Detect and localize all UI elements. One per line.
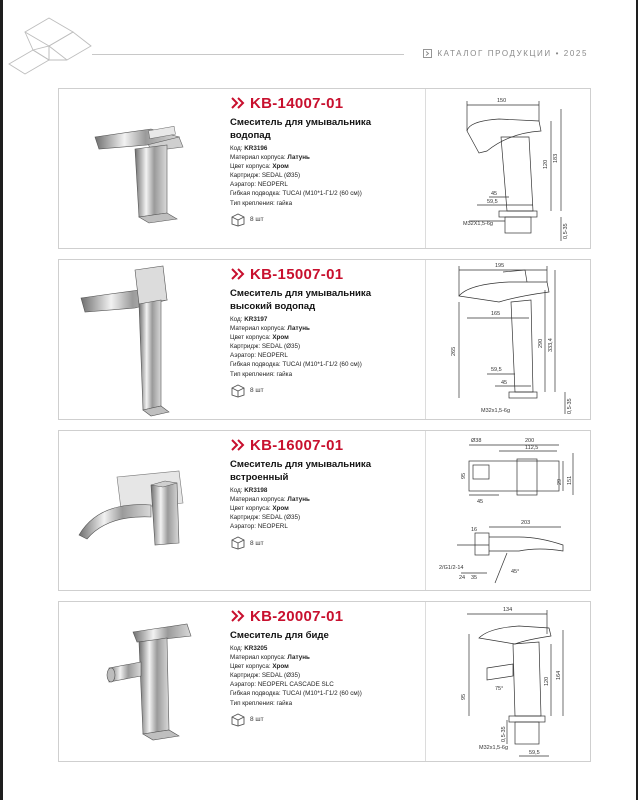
spec-value: Латунь xyxy=(287,496,310,504)
spec-label: Материал корпуса: xyxy=(230,154,288,162)
spec-value: Латунь xyxy=(287,325,310,333)
spec-value: KR3205 xyxy=(244,645,268,652)
dim-label: 120 xyxy=(543,159,549,169)
spec-line xyxy=(230,144,420,153)
spec-line xyxy=(230,504,420,513)
spec-line xyxy=(230,671,420,680)
box-icon xyxy=(230,713,246,727)
dim-label: 45 xyxy=(501,380,508,386)
technical-drawing-2 xyxy=(429,262,589,417)
pack-quantity: 8 шт xyxy=(250,216,264,224)
product-title xyxy=(230,287,420,313)
spec-value: NEOPERL xyxy=(257,523,288,531)
product-title xyxy=(230,629,420,642)
product-info-1 xyxy=(230,94,420,227)
product-title-line-1: Смеситель для биде xyxy=(230,630,329,641)
dim-label: 134 xyxy=(503,607,513,613)
spec-value: Хром xyxy=(272,334,289,342)
spec-line xyxy=(230,342,420,351)
product-photo-4 xyxy=(59,602,219,761)
spec-line xyxy=(230,370,420,379)
product-photo-2 xyxy=(59,260,219,419)
spec-value: TUCAI (M10*1-Г1/2 (60 см)) xyxy=(282,190,362,198)
dim-label: 0,5-35 xyxy=(567,398,573,414)
pack-quantity: 8 шт xyxy=(250,387,264,395)
dimension-drawing-3 xyxy=(429,433,589,588)
dim-label: 164 xyxy=(556,670,562,680)
box-icon xyxy=(230,536,246,550)
dim-label: 265 xyxy=(451,346,457,356)
dim-label: M32X1,5-6g xyxy=(463,221,493,227)
product-model: KB-14007-01 xyxy=(250,94,344,112)
dim-label: 120 xyxy=(544,676,550,686)
dim-label: 203 xyxy=(521,520,531,526)
spec-label: Тип крепления: xyxy=(230,370,277,378)
dim-label: 16 xyxy=(471,527,478,533)
dim-label: M32x1,5-6g xyxy=(481,408,511,414)
dim-label: 333,4 xyxy=(548,338,554,352)
dim-label: 183 xyxy=(553,153,559,163)
spec-value: Хром xyxy=(272,163,289,171)
spec-line xyxy=(230,513,420,522)
box-icon xyxy=(230,384,246,398)
spec-value: SEDAL (Ø35) xyxy=(261,514,301,522)
dim-label: 59,5 xyxy=(487,199,498,205)
spec-line xyxy=(230,324,420,333)
spec-value: Латунь xyxy=(287,154,310,162)
product-title-line-2: водопад xyxy=(230,130,271,141)
dim-label: 112,5 xyxy=(525,445,539,451)
product-card-3 xyxy=(58,430,591,591)
dim-label: 59,5 xyxy=(529,750,540,756)
dimension-drawing-4 xyxy=(429,604,589,759)
pack-info xyxy=(230,536,420,550)
dim-label: 0,5-35 xyxy=(563,223,569,239)
catalog-header xyxy=(423,49,588,58)
pack-quantity: 8 шт xyxy=(250,539,264,547)
spec-line xyxy=(230,522,420,531)
spec-value: гайка xyxy=(276,199,293,207)
spec-line xyxy=(230,653,420,662)
spec-line xyxy=(230,360,420,369)
faucet-image-1 xyxy=(59,89,219,248)
dim-label: 95 xyxy=(461,693,467,700)
product-photo-1 xyxy=(59,89,219,248)
spec-label: Цвет корпуса: xyxy=(230,163,273,171)
spec-line xyxy=(230,199,420,208)
spec-label: Материал корпуса: xyxy=(230,496,288,504)
spec-value: NEOPERL xyxy=(257,352,288,360)
spec-value: Латунь xyxy=(287,654,310,662)
spec-line xyxy=(230,644,420,653)
double-chevron-icon xyxy=(230,268,246,280)
catalog-label: КАТАЛОГ ПРОДУКЦИИ • 2025 xyxy=(437,49,588,58)
product-card-4 xyxy=(58,601,591,762)
dim-label: 59,5 xyxy=(491,367,502,373)
dimension-drawing-2 xyxy=(429,262,589,417)
spec-label: Гибкая подводка: xyxy=(230,190,283,198)
pack-quantity: 8 шт xyxy=(250,716,264,724)
spec-line xyxy=(230,680,420,689)
spec-label: Аэратор: xyxy=(230,681,258,689)
technical-drawing-1 xyxy=(429,91,589,246)
brand-logo xyxy=(5,12,97,84)
dim-label: 45° xyxy=(511,569,520,575)
faucet-image-4 xyxy=(59,602,219,761)
dim-label: 75° xyxy=(495,686,504,692)
product-title xyxy=(230,458,420,484)
product-title-line-1: Смеситель для умывальника xyxy=(230,288,372,299)
spec-line xyxy=(230,495,420,504)
spec-label: Аэратор: xyxy=(230,181,258,189)
double-chevron-icon xyxy=(230,439,246,451)
dim-label: 2/G1/2-14 xyxy=(439,565,464,571)
catalog-mark-icon xyxy=(423,49,432,58)
spec-label: Цвет корпуса: xyxy=(230,505,273,513)
spec-line xyxy=(230,315,420,324)
spec-label: Цвет корпуса: xyxy=(230,334,273,342)
spec-list xyxy=(230,486,420,531)
card-divider xyxy=(425,89,426,248)
dim-label: 200 xyxy=(525,438,535,444)
dim-label: 29 xyxy=(557,478,563,485)
spec-line xyxy=(230,162,420,171)
card-divider xyxy=(425,260,426,419)
dimension-drawing-1 xyxy=(429,91,589,246)
product-model: KB-20007-01 xyxy=(250,607,344,625)
spec-line xyxy=(230,171,420,180)
product-title-line-2: встроенный xyxy=(230,472,289,483)
spec-label: Код: xyxy=(230,316,245,323)
spec-line xyxy=(230,351,420,360)
spec-value: гайка xyxy=(276,699,293,707)
spec-label: Тип крепления: xyxy=(230,699,277,707)
spec-value: SEDAL (Ø35) xyxy=(261,672,301,680)
technical-drawing-4 xyxy=(429,604,589,759)
spec-line xyxy=(230,689,420,698)
dim-label: 0,5-35 xyxy=(501,726,507,742)
card-divider xyxy=(425,431,426,590)
technical-drawing-3 xyxy=(429,433,589,588)
faucet-image-2 xyxy=(59,260,219,419)
dim-label: 151 xyxy=(567,475,573,485)
spec-line xyxy=(230,486,420,495)
box-icon xyxy=(230,213,246,227)
pack-info xyxy=(230,713,420,727)
dim-label: 45 xyxy=(491,191,498,197)
product-title-line-2: высокий водопад xyxy=(230,301,316,312)
dim-label: 95 xyxy=(461,472,467,479)
spec-line xyxy=(230,699,420,708)
spec-label: Картридж: xyxy=(230,172,262,180)
spec-label: Тип крепления: xyxy=(230,199,277,207)
spec-label: Картридж: xyxy=(230,672,262,680)
spec-value: KR3198 xyxy=(244,487,268,494)
spec-value: TUCAI (M10*1-Г1/2 (60 см)) xyxy=(282,361,362,369)
spec-line xyxy=(230,180,420,189)
product-info-2 xyxy=(230,265,420,398)
card-divider xyxy=(425,602,426,761)
double-chevron-icon xyxy=(230,610,246,622)
product-title-line-1: Смеситель для умывальника xyxy=(230,117,372,128)
spec-value: NEOPERL CASCADE SLC xyxy=(257,681,334,689)
product-model: KB-16007-01 xyxy=(250,436,344,454)
product-title-line-1: Смеситель для умывальника xyxy=(230,459,372,470)
spec-label: Картридж: xyxy=(230,514,262,522)
spec-label: Код: xyxy=(230,487,245,494)
spec-value: SEDAL (Ø35) xyxy=(261,343,301,351)
dim-label: 195 xyxy=(495,263,505,269)
spec-label: Материал корпуса: xyxy=(230,654,288,662)
spec-value: SEDAL (Ø35) xyxy=(261,172,301,180)
spec-label: Аэратор: xyxy=(230,352,258,360)
faucet-image-3 xyxy=(59,431,219,590)
spec-value: Хром xyxy=(272,505,289,513)
spec-line xyxy=(230,662,420,671)
dim-label: 290 xyxy=(538,338,544,348)
spec-label: Гибкая подводка: xyxy=(230,690,283,698)
spec-label: Материал корпуса: xyxy=(230,325,288,333)
spec-label: Картридж: xyxy=(230,343,262,351)
spec-list xyxy=(230,315,420,379)
product-photo-3 xyxy=(59,431,219,590)
spec-value: TUCAI (M10*1-Г1/2 (60 см)) xyxy=(282,690,362,698)
product-card-1 xyxy=(58,88,591,249)
dim-label: 35 xyxy=(471,575,478,581)
spec-label: Код: xyxy=(230,145,245,152)
product-card-2 xyxy=(58,259,591,420)
double-chevron-icon xyxy=(230,97,246,109)
dim-label: Ø38 xyxy=(471,438,482,444)
spec-value: Хром xyxy=(272,663,289,671)
spec-list xyxy=(230,644,420,708)
spec-line xyxy=(230,333,420,342)
spec-value: KR3196 xyxy=(244,145,268,152)
dim-label: M32x1,5-6g xyxy=(479,745,509,751)
spec-list xyxy=(230,144,420,208)
dim-label: 45 xyxy=(477,499,484,505)
spec-label: Цвет корпуса: xyxy=(230,663,273,671)
product-info-4 xyxy=(230,607,420,727)
spec-label: Аэратор: xyxy=(230,523,258,531)
product-title xyxy=(230,116,420,142)
pack-info xyxy=(230,213,420,227)
spec-value: гайка xyxy=(276,370,293,378)
spec-value: KR3197 xyxy=(244,316,268,323)
dim-label: 150 xyxy=(497,98,507,104)
spec-line xyxy=(230,153,420,162)
header-rule xyxy=(92,54,404,55)
product-model: KB-15007-01 xyxy=(250,265,344,283)
spec-label: Гибкая подводка: xyxy=(230,361,283,369)
spec-line xyxy=(230,189,420,198)
pack-info xyxy=(230,384,420,398)
spec-value: NEOPERL xyxy=(257,181,288,189)
page-edge-left xyxy=(0,0,3,800)
product-info-3 xyxy=(230,436,420,550)
dim-label: 165 xyxy=(491,311,501,317)
dim-label: 24 xyxy=(459,575,466,581)
spec-label: Код: xyxy=(230,645,245,652)
